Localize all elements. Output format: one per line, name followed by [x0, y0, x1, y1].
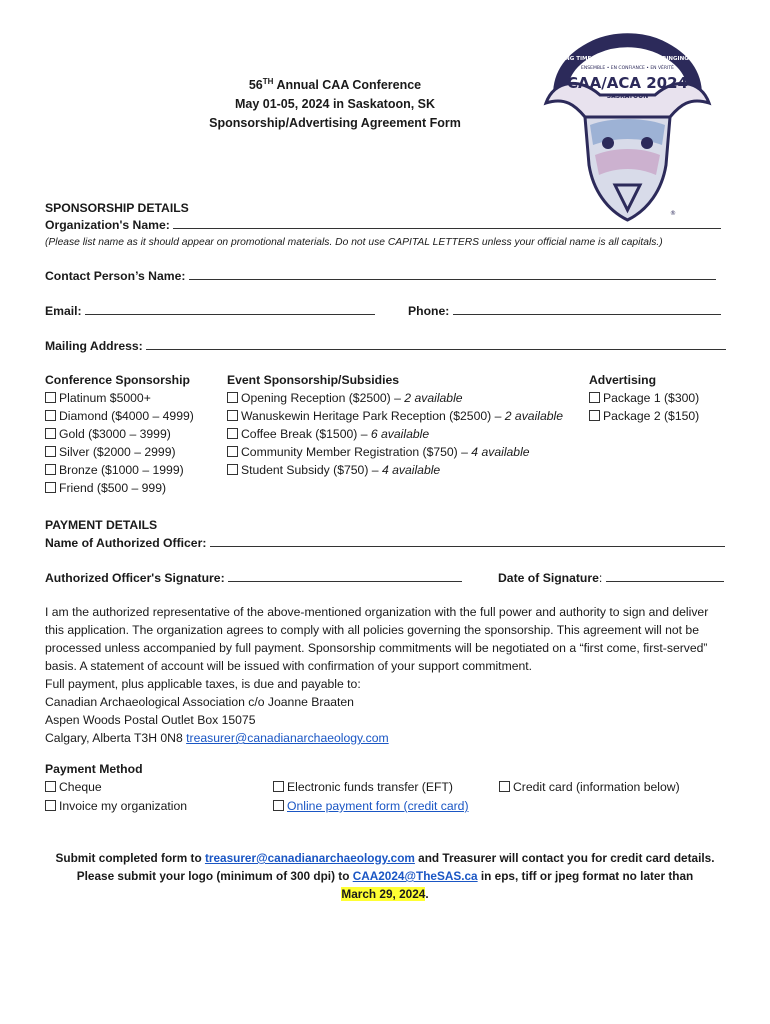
checkbox-community-registration[interactable]: Community Member Registration ($750) – 4 available — [227, 443, 563, 461]
checkbox-invoice[interactable]: Invoice my organization — [45, 797, 187, 815]
email-field[interactable] — [85, 302, 375, 315]
checkbox-wanuskewin-reception[interactable]: Wanuskewin Heritage Park Reception ($2500) – 2 available — [227, 407, 563, 425]
checkbox-icon[interactable] — [499, 781, 510, 792]
logo-arc-text: BRINGING TIME • BUILDING TRUST • BRINGING TRUTH — [543, 56, 712, 62]
registered-mark: ® — [670, 210, 676, 217]
checkbox-icon[interactable] — [227, 428, 238, 439]
online-payment-link[interactable]: Online payment form (credit card) — [287, 799, 469, 813]
checkbox-online-payment[interactable] — [273, 797, 469, 815]
checkbox-icon[interactable] — [45, 482, 56, 493]
address-field[interactable] — [146, 337, 726, 350]
checkbox-icon[interactable] — [45, 410, 56, 421]
signature-field[interactable] — [228, 569, 462, 582]
event-heading: Event Sponsorship/Subsidies — [227, 373, 400, 387]
date-row[interactable]: Date of Signature: — [498, 569, 724, 587]
checkbox-icon[interactable] — [589, 392, 600, 403]
payable-line: Full payment, plus applicable taxes, is due and payable to: — [45, 677, 361, 691]
phone-label: Phone: — [408, 304, 450, 318]
date-label: Date of Signature — [498, 571, 599, 585]
signature-label: Authorized Officer's Signature: — [45, 571, 225, 585]
phone-field[interactable] — [453, 302, 721, 315]
checkbox-icon[interactable] — [227, 464, 238, 475]
checkbox-icon[interactable] — [273, 800, 284, 811]
footer-logo-email-link[interactable]: CAA2024@TheSAS.ca — [352, 869, 478, 883]
org-name-label: Organization's Name: — [45, 218, 170, 232]
checkbox-icon[interactable] — [45, 800, 56, 811]
conference-sponsorship — [45, 371, 194, 497]
org-name-note: (Please list name as it should appear on promotional materials. Do not use CAPITAL LETTERS unless your official name is all capitals.) — [45, 237, 663, 248]
checkbox-coffee-break[interactable]: Coffee Break ($1500) – 6 available — [227, 425, 563, 443]
logo-title: CAA/ACA 2024 — [567, 74, 688, 92]
checkbox-package-1[interactable]: Package 1 ($300) — [589, 389, 699, 407]
address-line-1: Canadian Archaeological Association c/o Joanne Braaten — [45, 695, 354, 709]
checkbox-icon[interactable] — [45, 781, 56, 792]
checkbox-icon[interactable] — [45, 446, 56, 457]
officer-field[interactable] — [210, 534, 725, 547]
footer-line-2: Please submit your logo (minimum of 300 dpi) to CAA2024@TheSAS.ca in eps, tiff or jpeg format no later than — [76, 869, 694, 883]
email-label: Email: — [45, 304, 82, 318]
checkbox-package-2[interactable]: Package 2 ($150) — [589, 407, 699, 425]
checkbox-eft[interactable]: Electronic funds transfer (EFT) — [273, 778, 453, 796]
checkbox-gold[interactable]: Gold ($3000 – 3999) — [45, 425, 194, 443]
footer-line-1: Submit completed form to treasurer@canadianarchaeology.com and Treasurer will contact you for credit card details. — [55, 851, 715, 865]
checkbox-icon[interactable] — [45, 428, 56, 439]
deadline-date: March 29, 2024 — [341, 887, 426, 901]
checkbox-diamond[interactable]: Diamond ($4000 – 4999) — [45, 407, 194, 425]
checkbox-opening-reception[interactable]: Opening Reception ($2500) – 2 available — [227, 389, 563, 407]
title-line-3: Sponsorship/Advertising Agreement Form — [209, 116, 461, 131]
signature-row[interactable] — [45, 569, 462, 587]
org-name-row[interactable] — [45, 216, 721, 234]
logo-arc-text-2: ENSEMBLE • EN CONFIANCE • EN VÉRITÉ — [581, 66, 674, 71]
contact-row[interactable] — [45, 267, 716, 285]
footer-line-3: March 29, 2024. — [341, 887, 429, 901]
title-line-1: 56TH Annual CAA Conference — [248, 77, 422, 93]
checkbox-icon[interactable] — [45, 392, 56, 403]
contact-field[interactable] — [189, 267, 716, 280]
checkbox-icon[interactable] — [589, 410, 600, 421]
advertising — [589, 371, 699, 425]
checkbox-icon[interactable] — [227, 392, 238, 403]
officer-label: Name of Authorized Officer: — [45, 536, 207, 550]
phone-row[interactable] — [408, 302, 721, 320]
email-row[interactable] — [45, 302, 375, 320]
checkbox-icon[interactable] — [273, 781, 284, 792]
address-line-3: Calgary, Alberta T3H 0N8 treasurer@canadianarchaeology.com — [45, 731, 389, 745]
checkbox-cheque[interactable]: Cheque — [45, 778, 102, 796]
logo-subtitle: SASKATOON — [606, 93, 649, 100]
payment-heading: PAYMENT DETAILS — [45, 518, 158, 532]
checkbox-student-subsidy[interactable]: Student Subsidy ($750) – 4 available — [227, 461, 563, 479]
contact-label: Contact Person’s Name: — [45, 269, 186, 283]
address-line-2: Aspen Woods Postal Outlet Box 15075 — [45, 713, 256, 727]
date-field[interactable] — [606, 569, 724, 582]
caa-aca-2024-logo — [540, 25, 715, 225]
officer-row[interactable] — [45, 534, 725, 552]
title-line-2: May 01-05, 2024 in Saskatoon, SK — [234, 97, 436, 112]
checkbox-credit-card[interactable]: Credit card (information below) — [499, 778, 680, 796]
authorization-paragraph: I am the authorized representative of the above-mentioned organization with the full power and authority to sign and deliver this application. The organization agrees to comply with all policies governing the sponsorship. This agreement will not be processed unless accompanied by full payment. Sponsorship commitments will be negotiated on a “first come, first-served” basis. A statement of account will be issued with confirmation of your support commitment. — [45, 605, 709, 673]
checkbox-icon[interactable] — [45, 464, 56, 475]
form-title — [190, 72, 480, 133]
conference-heading: Conference Sponsorship — [45, 373, 190, 387]
org-name-field[interactable] — [173, 216, 721, 229]
checkbox-silver[interactable]: Silver ($2000 – 2999) — [45, 443, 194, 461]
checkbox-icon[interactable] — [227, 410, 238, 421]
checkbox-friend[interactable]: Friend ($500 – 999) — [45, 479, 194, 497]
payment-method-heading: Payment Method — [45, 762, 143, 776]
treasurer-email-link[interactable]: treasurer@canadianarchaeology.com — [186, 731, 389, 745]
checkbox-bronze[interactable]: Bronze ($1000 – 1999) — [45, 461, 194, 479]
checkbox-icon[interactable] — [227, 446, 238, 457]
advertising-heading: Advertising — [589, 373, 657, 387]
footer-treasurer-link[interactable]: treasurer@canadianarchaeology.com — [204, 851, 415, 865]
address-row[interactable] — [45, 337, 726, 355]
checkbox-platinum[interactable]: Platinum $5000+ — [45, 389, 194, 407]
sponsorship-heading: SPONSORSHIP DETAILS — [45, 201, 189, 215]
address-label: Mailing Address: — [45, 339, 143, 353]
event-sponsorship — [227, 371, 563, 479]
